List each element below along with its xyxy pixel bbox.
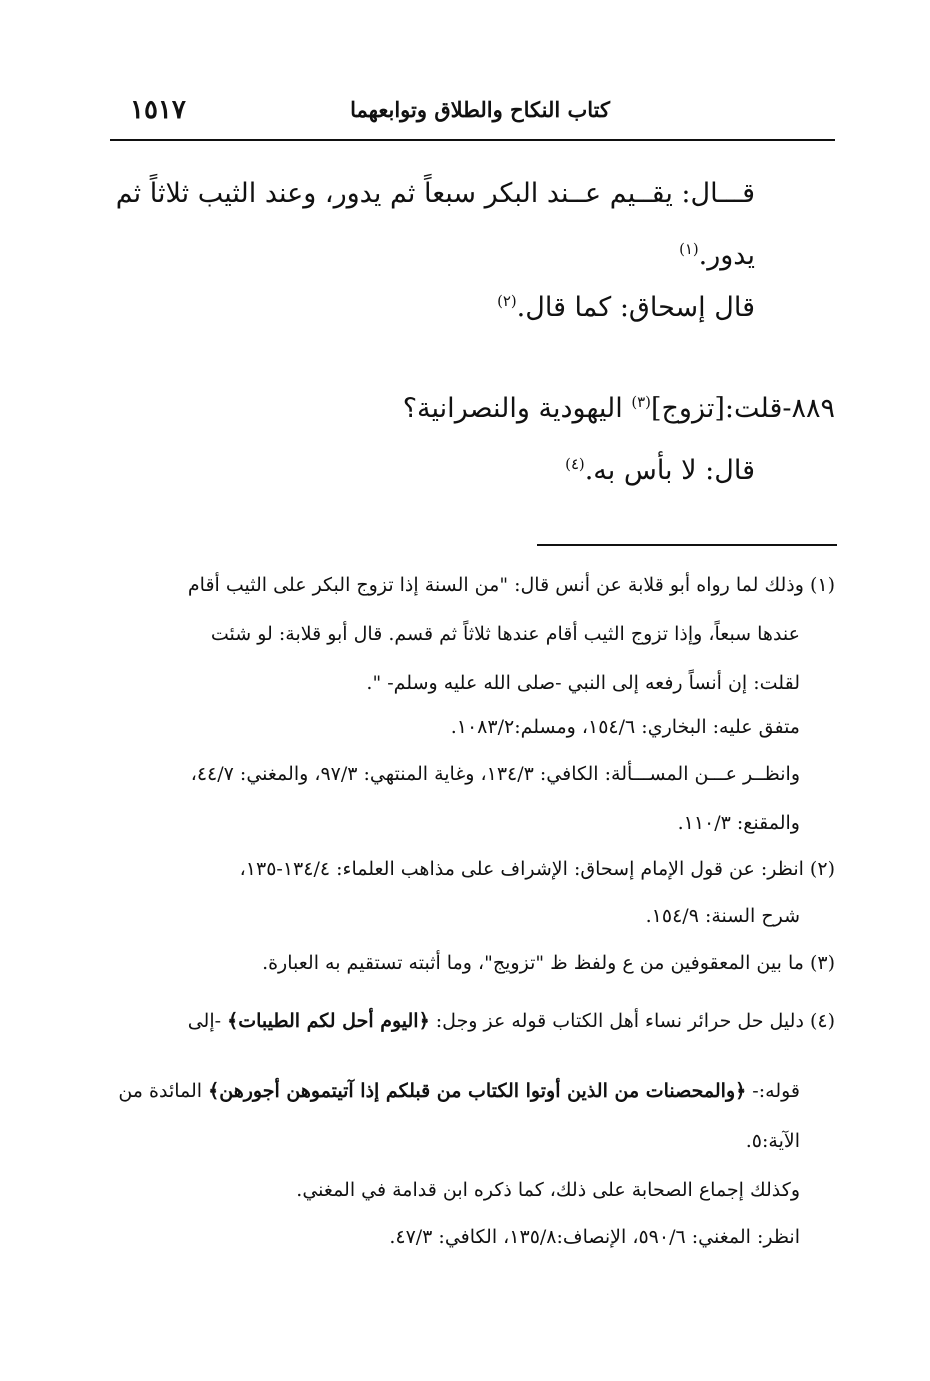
answer-889-text: قال: لا بأس به. [584,455,755,486]
footnote-ref-3[interactable]: (٣) [631,393,651,411]
footnote-4-line-3: الآية:٥. [745,1130,800,1152]
answer-889 [565,455,755,486]
question-889-prefix: ٨٨٩-قلت:[تزوج] [650,393,835,424]
footnote-4-line-1-end: -إلى [187,1010,228,1032]
footnote-4-line-4: وكذلك إجماع الصحابة على ذلك، كما ذكره ابن قدامة في المغني. [296,1179,800,1201]
footnote-4-line-2-text: قوله:- [746,1080,800,1102]
footnote-1-line-4: متفق عليه: البخاري: ١٥٤/٦، ومسلم:١٠٨٣/٢. [450,716,800,738]
footnote-separator [537,544,837,546]
book-title: كتاب النكاح والطلاق وتوابعهما [350,97,610,122]
footnote-3-line-1: (٣) ما بين المعقوفين من ع ولفظ ظ "تزويج"، وما أثبته تستقيم به العبارة. [262,952,835,974]
main-line-1 [116,178,755,209]
footnote-1-line-3: لقلت: إن أنساً رفعه إلى النبي -صلى الله عليه وسلم- ". [366,672,800,694]
footnote-4-line-2-end: المائدة من [118,1080,209,1102]
footnote-1-line-5: وانظــر عـــن المســـألة: الكافي: ١٣٤/٣، وغاية المنتهي: ٩٧/٣، والمغني: ٤٤/٧، [190,763,800,785]
page-number: ١٥١٧ [130,95,186,125]
footnote-ref-1[interactable]: (١) [679,240,699,258]
footnote-2-line-1: (٢) انظر: عن قول الإمام إسحاق: الإشراف على مذاهب العلماء: ١٣٤/٤-١٣٥، [239,858,835,880]
main-line-2-text: يدور. [698,240,755,271]
main-line-2 [679,240,755,271]
footnote-1-line-2: عندها سبعاً، وإذا تزوج الثيب أقام عندها ثلاثاً ثم قسم. قال أبو قلابة: لو شئت [210,623,800,645]
footnote-ref-4[interactable]: (٤) [565,455,585,473]
footnote-1-line-1: (١) وذلك لما رواه أبو قلابة عن أنس قال: "من السنة إذا تزوج البكر على الثيب أقام [187,574,835,596]
main-line-1-text: قـــال: يقــيم عــند البكر سبعاً ثم يدور، وعند الثيب ثلاثاً ثم [115,178,755,209]
footnote-ref-2[interactable]: (٢) [497,292,517,310]
page-header [110,95,835,141]
quran-quote-1: ﴿اليوم أحل لكم الطيبات﴾ [227,1010,430,1032]
footnote-4-line-2 [118,1080,800,1102]
quran-quote-2: ﴿والمحصنات من الذين أوتوا الكتاب من قبلكم إذا آتيتموهن أجورهن﴾ [208,1080,747,1102]
main-line-3-text: قال إسحاق: كما قال. [516,292,755,323]
footnote-2-line-2: شرح السنة: ١٥٤/٩. [645,905,800,927]
footnote-1-line-6: والمقنع: ١١٠/٣. [677,812,800,834]
footnote-4-line-1-text: (٤) دليل حل حرائر نساء أهل الكتاب قوله عز وجل: [429,1010,835,1032]
question-889-text: اليهودية والنصرانية؟ [402,393,632,424]
main-line-3 [497,292,755,323]
question-889 [403,393,835,424]
footnote-4-line-5: انظر: المغني: ٥٩٠/٦، الإنصاف:١٣٥/٨، الكافي: ٤٧/٣. [389,1226,800,1248]
footnote-4-line-1 [188,1010,835,1032]
